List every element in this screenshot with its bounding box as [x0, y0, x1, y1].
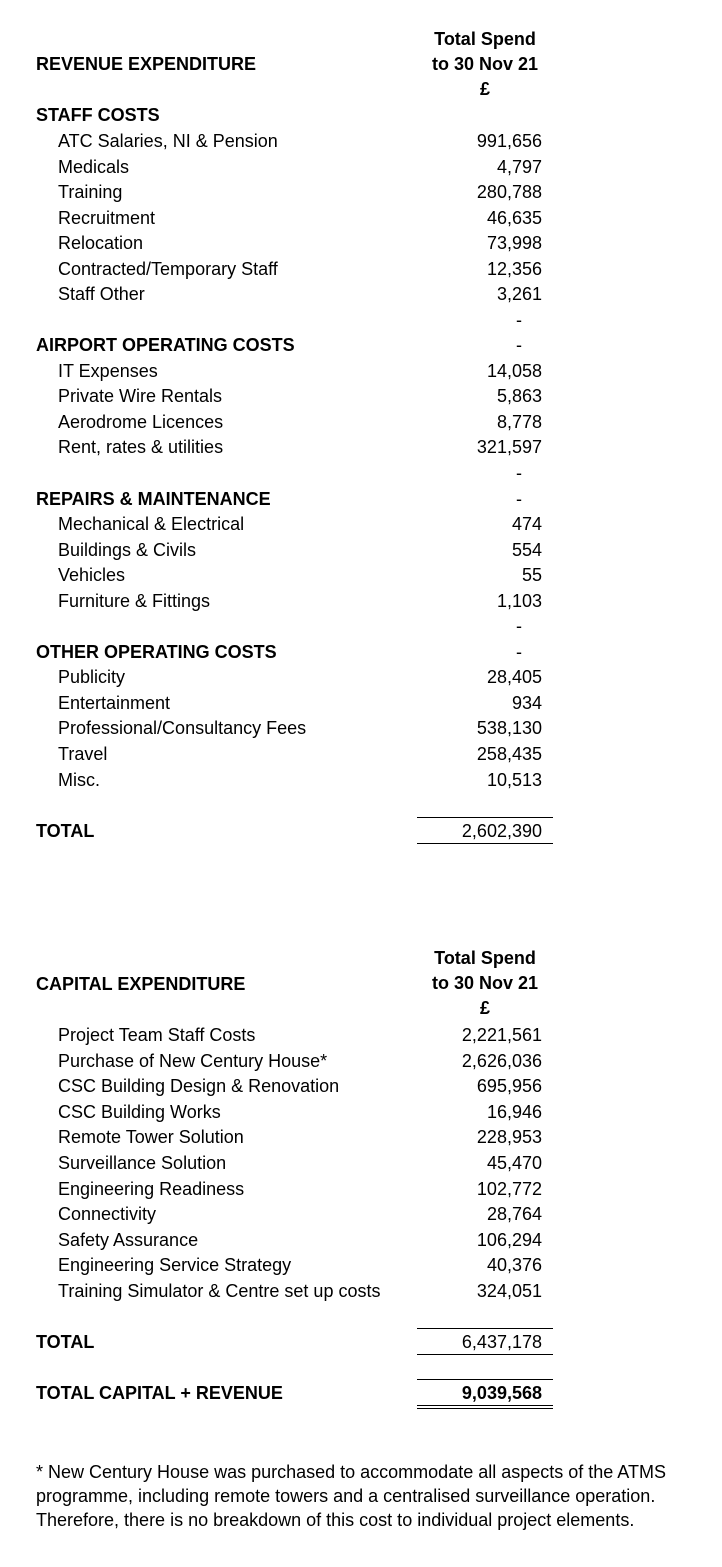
dash-placeholder: -: [516, 616, 522, 636]
table-row: [0, 154, 722, 180]
row-label: IT Expenses: [58, 361, 158, 381]
row-label: Vehicles: [58, 565, 126, 585]
capital-header-line-1: Total Spend: [434, 948, 536, 968]
row-value: 280,788: [476, 182, 542, 202]
grand-total-double-rule-2: [417, 1408, 553, 1409]
row-value: 12,356: [486, 259, 542, 279]
spacer-row: [0, 613, 722, 639]
row-label: CSC Building Works: [58, 1102, 221, 1122]
revenue-header-line-1: Total Spend: [434, 29, 536, 49]
table-row: [0, 537, 722, 563]
section-header-repairs-maintenance: [0, 486, 722, 512]
dash-placeholder: -: [516, 489, 522, 509]
section-title: OTHER OPERATING COSTS: [36, 642, 277, 662]
row-label: Engineering Service Strategy: [58, 1255, 292, 1275]
spacer-row: [0, 307, 722, 333]
section-header-staff-costs: [0, 102, 722, 128]
grand-total-double-rule-1: [417, 1405, 553, 1406]
section-header-airport-operating-costs: [0, 332, 722, 358]
row-label: Rent, rates & utilities: [58, 437, 224, 457]
row-label: Engineering Readiness: [58, 1179, 245, 1199]
row-label: Training: [58, 182, 123, 202]
row-value: 4,797: [496, 157, 542, 177]
spacer-row: [0, 460, 722, 486]
capital-title-row: [0, 971, 722, 997]
table-row: [0, 511, 722, 537]
table-row: [0, 767, 722, 793]
row-label: Connectivity: [58, 1204, 157, 1224]
table-row: [0, 409, 722, 435]
total-value: 6,437,178: [461, 1332, 542, 1352]
table-row: [0, 230, 722, 256]
dash-placeholder: -: [516, 335, 522, 355]
row-value: 46,635: [486, 208, 542, 228]
dash-placeholder: -: [516, 642, 522, 662]
table-row: [0, 690, 722, 716]
table-row: [0, 1048, 722, 1074]
total-label: TOTAL: [36, 821, 95, 841]
row-value: 10,513: [486, 770, 542, 790]
table-row: [0, 1099, 722, 1125]
table-row: [0, 1073, 722, 1099]
total-label: TOTAL: [36, 1332, 95, 1352]
grand-total-row: [0, 1380, 722, 1406]
row-label: Furniture & Fittings: [58, 591, 211, 611]
footnote-line: programme, including remote towers and a centralised surveillance operation.: [36, 1486, 656, 1506]
row-label: Mechanical & Electrical: [58, 514, 245, 534]
row-value: 258,435: [476, 744, 542, 764]
row-label: Contracted/Temporary Staff: [58, 259, 278, 279]
table-row: [0, 205, 722, 231]
row-value: 5,863: [496, 386, 542, 406]
dash-placeholder: -: [516, 463, 522, 483]
row-value: 28,764: [486, 1204, 542, 1224]
row-label: Publicity: [58, 667, 126, 687]
table-row: [0, 128, 722, 154]
row-value: 8,778: [496, 412, 542, 432]
table-row: [0, 715, 722, 741]
row-value: 73,998: [486, 233, 542, 253]
revenue-title: REVENUE EXPENDITURE: [36, 54, 257, 74]
row-value: 1,103: [496, 591, 542, 611]
table-row: [0, 256, 722, 282]
row-value: 228,953: [476, 1127, 542, 1147]
section-title: STAFF COSTS: [36, 105, 160, 125]
table-row: [0, 1278, 722, 1304]
row-label: Buildings & Civils: [58, 540, 197, 560]
row-value: 106,294: [476, 1230, 542, 1250]
total-value: 2,602,390: [461, 821, 542, 841]
row-label: Travel: [58, 744, 108, 764]
section-title: AIRPORT OPERATING COSTS: [36, 335, 295, 355]
row-value: 2,626,036: [461, 1051, 542, 1071]
row-label: Medicals: [58, 157, 130, 177]
row-label: Surveillance Solution: [58, 1153, 227, 1173]
capital-total-row: [0, 1329, 722, 1355]
row-label: Aerodrome Licences: [58, 412, 224, 432]
row-value: 40,376: [486, 1255, 542, 1275]
section-header-other-operating-costs: [0, 639, 722, 665]
row-value: 2,221,561: [461, 1025, 542, 1045]
row-label: Staff Other: [58, 284, 145, 304]
section-title: REPAIRS & MAINTENANCE: [36, 489, 271, 509]
row-value: 55: [521, 565, 542, 585]
table-row: [0, 179, 722, 205]
row-value: 695,956: [476, 1076, 542, 1096]
table-row: [0, 383, 722, 409]
table-row: [0, 1176, 722, 1202]
row-value: 934: [511, 693, 542, 713]
row-value: 28,405: [486, 667, 542, 687]
row-value: 474: [511, 514, 542, 534]
capital-header-line-3: £: [479, 998, 490, 1018]
row-label: Misc.: [58, 770, 100, 790]
row-value: 102,772: [476, 1179, 542, 1199]
footnote-line: Therefore, there is no breakdown of this cost to individual project elements.: [36, 1510, 635, 1530]
table-row: [0, 1150, 722, 1176]
row-label: CSC Building Design & Renovation: [58, 1076, 340, 1096]
dash-placeholder: -: [516, 310, 522, 330]
row-label: Recruitment: [58, 208, 156, 228]
row-label: Professional/Consultancy Fees: [58, 718, 307, 738]
row-label: Private Wire Rentals: [58, 386, 223, 406]
revenue-total-row: [0, 818, 722, 844]
total-bottom-rule: [417, 843, 553, 844]
table-row: [0, 1022, 722, 1048]
row-value: 16,946: [486, 1102, 542, 1122]
row-label: Remote Tower Solution: [58, 1127, 244, 1147]
total-bottom-rule: [417, 1354, 553, 1355]
row-value: 538,130: [476, 718, 542, 738]
footnote: [36, 1460, 706, 1532]
revenue-header-line-3: £: [479, 79, 490, 99]
table-row: [0, 588, 722, 614]
table-row: [0, 1124, 722, 1150]
row-value: 14,058: [486, 361, 542, 381]
row-label: Project Team Staff Costs: [58, 1025, 256, 1045]
capital-title: CAPITAL EXPENDITURE: [36, 974, 246, 994]
revenue-title-row: [0, 51, 722, 77]
table-row: [0, 741, 722, 767]
row-value: 321,597: [476, 437, 542, 457]
table-row: [0, 1252, 722, 1278]
table-row: [0, 358, 722, 384]
row-label: Purchase of New Century House*: [58, 1051, 328, 1071]
row-value: 45,470: [486, 1153, 542, 1173]
row-label: Relocation: [58, 233, 144, 253]
footnote-line: * New Century House was purchased to accommodate all aspects of the ATMS: [36, 1462, 666, 1482]
revenue-header-line-2: to 30 Nov 21: [431, 54, 539, 74]
row-label: Safety Assurance: [58, 1230, 199, 1250]
row-label: Training Simulator & Centre set up costs: [58, 1281, 381, 1301]
capital-header-line-2: to 30 Nov 21: [431, 973, 539, 993]
row-value: 554: [511, 540, 542, 560]
row-label: ATC Salaries, NI & Pension: [58, 131, 278, 151]
table-row: [0, 434, 722, 460]
table-row: [0, 664, 722, 690]
grand-total-label: TOTAL CAPITAL + REVENUE: [36, 1383, 283, 1403]
table-row: [0, 1227, 722, 1253]
row-label: Entertainment: [58, 693, 171, 713]
table-row: [0, 281, 722, 307]
table-row: [0, 1201, 722, 1227]
table-row: [0, 562, 722, 588]
row-value: 991,656: [476, 131, 542, 151]
row-value: 324,051: [476, 1281, 542, 1301]
grand-total-value: 9,039,568: [461, 1383, 542, 1403]
row-value: 3,261: [496, 284, 542, 304]
